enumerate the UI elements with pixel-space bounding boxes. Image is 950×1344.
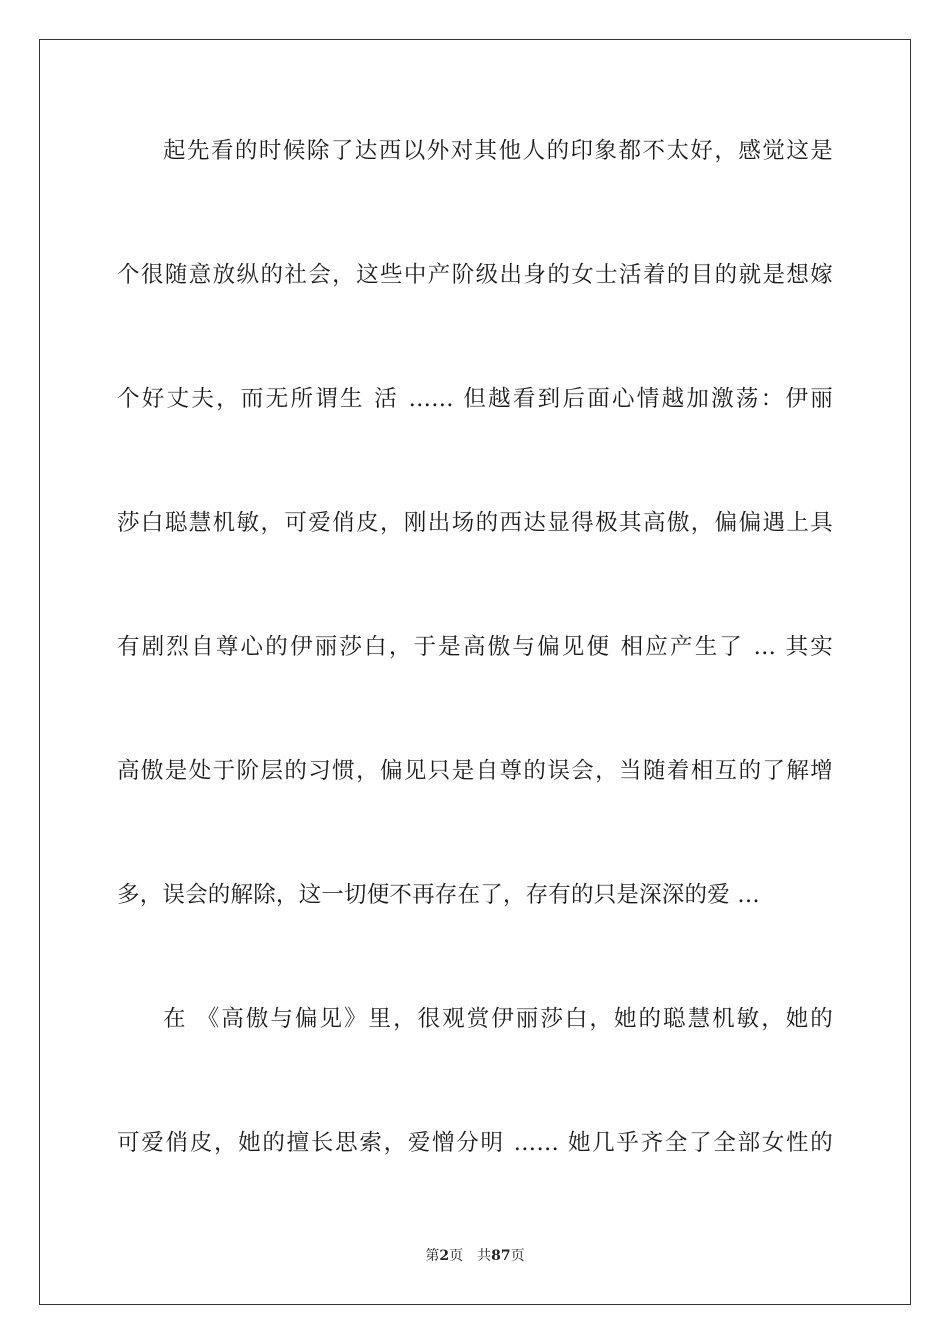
page-border	[39, 39, 911, 1305]
paragraph-1-line-6: 高傲是处于阶层的习惯，偏见只是自尊的误会，当随着相互的了解增	[117, 758, 833, 784]
paragraph-1-line-4: 莎白聪慧机敏，可爱俏皮，刚出场的西达显得极其高傲，偏偏遇上具	[117, 510, 833, 536]
page-suffix: 页	[449, 1248, 464, 1264]
paragraph-1-line-3: 个好丈夫，而无所谓生 活 …… 但越看到后面心情越加激荡：伊丽	[117, 386, 833, 412]
total-suffix: 页	[510, 1248, 525, 1264]
page-prefix: 第	[425, 1248, 440, 1264]
paragraph-1-line-2: 个很随意放纵的社会，这些中产阶级出身的女士活着的目的就是想嫁	[117, 262, 833, 288]
page-footer	[0, 1247, 950, 1265]
total-prefix: 共	[477, 1248, 492, 1264]
paragraph-2-line-1: 在 《高傲与偏见》里，很观赏伊丽莎白，她的聪慧机敏，她的	[163, 1006, 833, 1032]
total-pages: 87	[491, 1248, 511, 1264]
page-number: 2	[439, 1248, 450, 1264]
paragraph-2-line-2: 可爱俏皮，她的擅长思索，爱憎分明 …… 她几乎齐全了全部女性的	[117, 1130, 833, 1156]
paragraph-1-line-7: 多，误会的解除，这一切便不再存在了，存有的只是深深的爱 …	[117, 882, 760, 908]
paragraph-1-line-1: 起先看的时候除了达西以外对其他人的印象都不太好，感觉这是	[163, 138, 833, 164]
paragraph-1-line-5: 有剧烈自尊心的伊丽莎白，于是高傲与偏见便 相应产生了 … 其实	[117, 634, 833, 660]
